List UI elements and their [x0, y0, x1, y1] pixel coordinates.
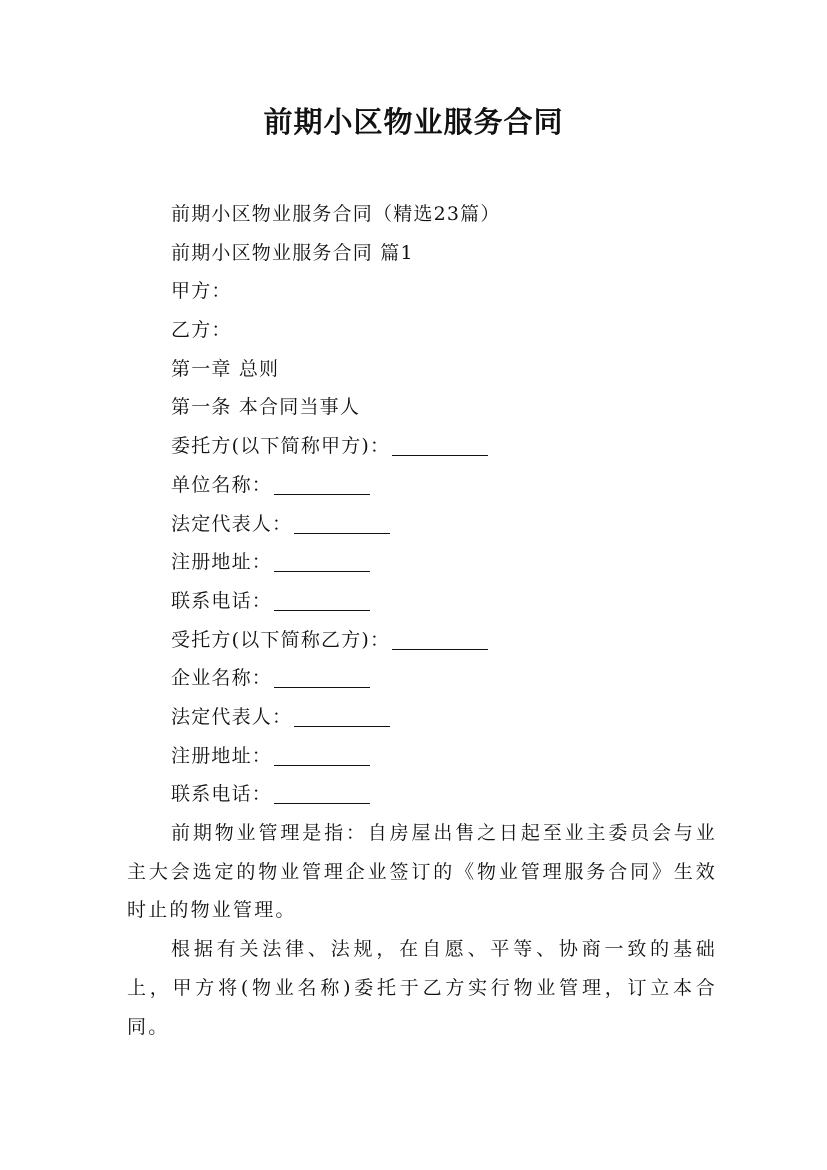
blank-underline — [392, 454, 488, 456]
field-line — [127, 582, 717, 621]
field-label: 注册地址： — [171, 744, 273, 767]
field-label: 企业名称： — [171, 667, 273, 690]
blank-underline — [274, 493, 370, 495]
field-line — [127, 775, 717, 814]
field-line — [127, 698, 717, 737]
field-line — [127, 427, 717, 466]
section-heading: 前期小区物业服务合同 篇1 — [171, 241, 414, 264]
subtitle-line: 前期小区物业服务合同（精选23篇） — [171, 203, 501, 225]
document-body — [127, 195, 717, 1046]
field-line — [127, 466, 717, 505]
blank-underline — [274, 570, 370, 572]
field-label: 法定代表人： — [171, 705, 293, 728]
field-line — [127, 621, 717, 660]
body-paragraph: 前期物业管理是指：自房屋出售之日起至业主委员会与业主大会选定的物业管理企业签订的《物业管理服务合同》生效时止的物业管理。 — [127, 822, 717, 922]
field-label: 联系电话： — [171, 589, 273, 612]
party-a-line: 甲方： — [171, 280, 232, 303]
party-b-line: 乙方： — [171, 319, 232, 342]
blank-underline — [274, 609, 370, 611]
blank-underline — [274, 764, 370, 766]
field-label: 联系电话： — [171, 783, 273, 806]
field-line — [127, 505, 717, 544]
field-label: 单位名称： — [171, 473, 273, 496]
field-label: 委托方(以下简称甲方)： — [171, 435, 391, 458]
body-paragraph: 根据有关法律、法规，在自愿、平等、协商一致的基础上，甲方将(物业名称)委托于乙方实行物业管理，订立本合同。 — [127, 938, 717, 1038]
field-line — [127, 737, 717, 776]
field-label: 法定代表人： — [171, 512, 293, 535]
field-label: 注册地址： — [171, 551, 273, 574]
document-title: 前期小区物业服务合同 — [263, 105, 564, 139]
blank-underline — [294, 532, 390, 534]
article-heading: 第一条 本合同当事人 — [171, 396, 361, 419]
blank-underline — [274, 686, 370, 688]
field-label: 受托方(以下简称乙方)： — [171, 628, 391, 651]
field-line — [127, 659, 717, 698]
field-line — [127, 543, 717, 582]
blank-underline — [294, 725, 390, 727]
chapter-heading: 第一章 总则 — [171, 357, 280, 380]
blank-underline — [274, 802, 370, 804]
blank-underline — [392, 648, 488, 650]
